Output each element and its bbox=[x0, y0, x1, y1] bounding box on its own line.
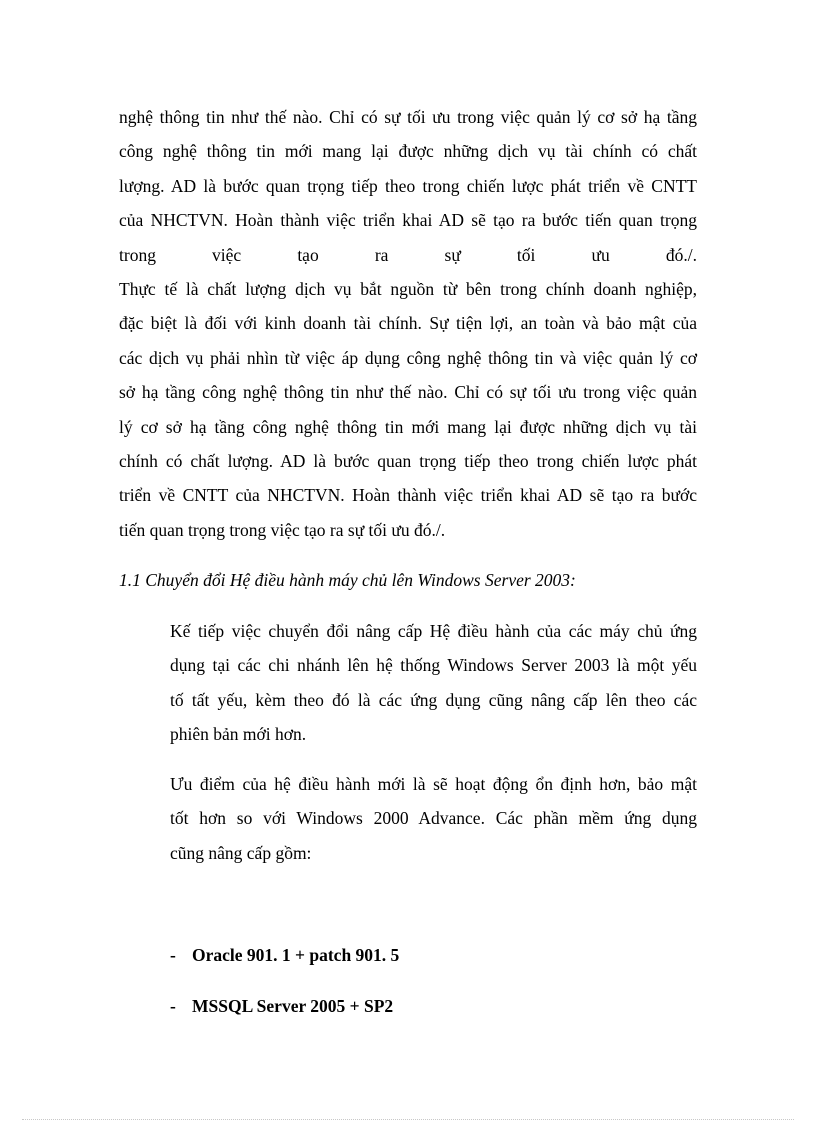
list-item-text: Oracle 901. 1 + patch 901. 5 bbox=[192, 945, 400, 965]
body-paragraph bbox=[119, 100, 697, 547]
paragraph-line: tố tất yếu, kèm theo đó là các ứng dụng cũng nâng cấp lên theo các bbox=[170, 689, 697, 710]
body-line: sở hạ tầng công nghệ thông tin như thế nào. Chỉ có sự tối ưu trong việc quản bbox=[119, 382, 697, 403]
list-item bbox=[170, 991, 393, 1021]
paragraph-line: dụng tại các chi nhánh lên hệ thống Windows Server 2003 là một yếu bbox=[170, 655, 697, 676]
body-line: chính có chất lượng. AD là bước quan trọng tiếp theo trong chiến lược phát bbox=[119, 451, 697, 472]
body-line: đặc biệt là đối với kinh doanh tài chính. Sự tiện lợi, an toàn và bảo mật của bbox=[119, 313, 697, 334]
body-line: lượng. AD là bước quan trọng tiếp theo trong chiến lược phát triển về CNTT bbox=[119, 175, 697, 196]
body-line: nghệ thông tin như thế nào. Chỉ có sự tối ưu trong việc quản lý cơ sở hạ tầng bbox=[119, 107, 697, 127]
list-item bbox=[170, 940, 399, 970]
paragraph-line: cũng nâng cấp gồm: bbox=[170, 842, 312, 863]
paragraph-line: phiên bản mới hơn. bbox=[170, 723, 307, 744]
page-bottom-rule bbox=[22, 1119, 794, 1120]
section-heading: 1.1 Chuyển đổi Hệ điều hành máy chủ lên Windows Server 2003: bbox=[119, 570, 576, 590]
paragraph-line: tốt hơn so với Windows 2000 Advance. Các phần mềm ứng dụng bbox=[170, 808, 697, 829]
list-bullet: - bbox=[170, 996, 176, 1016]
os-upgrade-paragraph bbox=[170, 614, 697, 751]
body-line: Thực tế là chất lượng dịch vụ bắt nguồn từ bên trong chính doanh nghiệp, bbox=[119, 279, 697, 300]
body-line: trong việc tạo ra sự tối ưu đó./. bbox=[119, 244, 697, 265]
paragraph-line: Kế tiếp việc chuyển đổi nâng cấp Hệ điều hành của các máy chủ ứng bbox=[170, 621, 697, 641]
advantages-paragraph bbox=[170, 767, 697, 870]
body-line: tiến quan trọng trong việc tạo ra sự tối ưu đó./. bbox=[119, 519, 446, 540]
body-line: lý cơ sở hạ tầng công nghệ thông tin mới mang lại được những dịch vụ tài bbox=[119, 416, 697, 437]
body-line: công nghệ thông tin mới mang lại được những dịch vụ tài chính có chất bbox=[119, 141, 697, 162]
list-item-text: MSSQL Server 2005 + SP2 bbox=[192, 996, 394, 1016]
body-line: triển về CNTT của NHCTVN. Hoàn thành việc triển khai AD sẽ tạo ra bước bbox=[119, 485, 697, 506]
list-bullet: - bbox=[170, 945, 176, 965]
body-line: các dịch vụ phải nhìn từ việc áp dụng công nghệ thông tin và việc quản lý cơ bbox=[119, 347, 697, 368]
body-line: của NHCTVN. Hoàn thành việc triển khai AD sẽ tạo ra bước tiến quan trọng bbox=[119, 210, 697, 231]
paragraph-line: Ưu điểm của hệ điều hành mới là sẽ hoạt động ổn định hơn, bảo mật bbox=[170, 774, 697, 794]
